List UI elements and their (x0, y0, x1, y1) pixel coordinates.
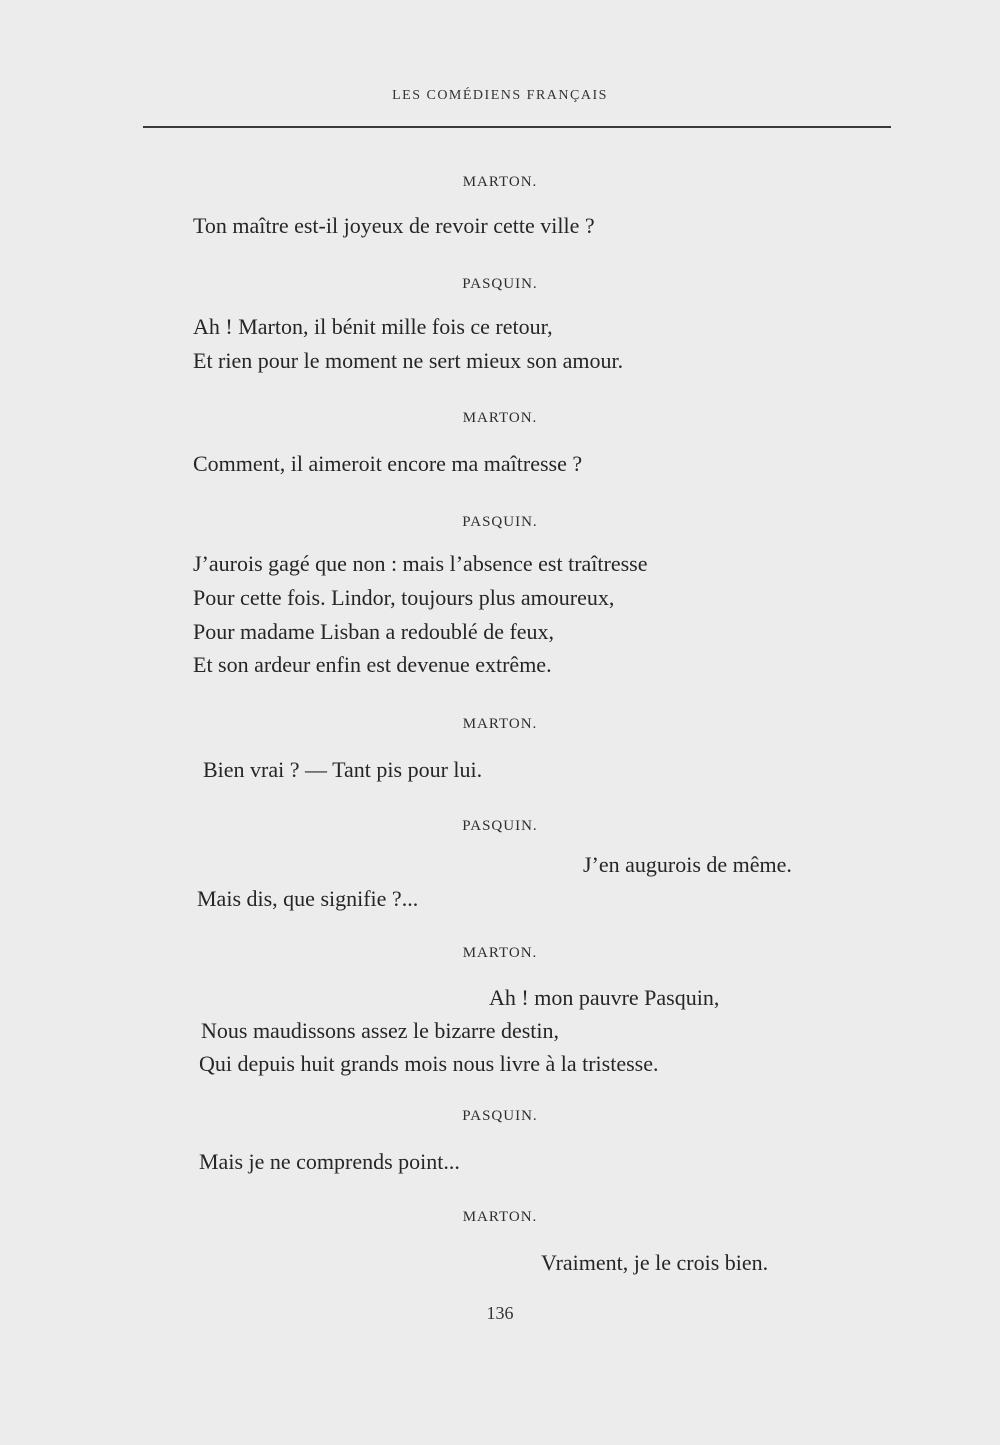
verse-line: Nous maudissons assez le bizarre destin, (201, 1018, 560, 1043)
speaker-name: MARTON. (462, 1209, 538, 1225)
verse-line: Ah ! Marton, il bénit mille fois ce retour, (193, 314, 553, 339)
verse-line: Ah ! mon pauvre Pasquin, (489, 985, 720, 1010)
verse-line: Pour madame Lisban a redoublé de feux, (193, 619, 555, 644)
verse-line: Comment, il aimeroit encore ma maîtresse ? (193, 451, 583, 476)
speaker-name: PASQUIN. (462, 1108, 538, 1124)
speaker-name: MARTON. (462, 410, 538, 426)
speaker-name: PASQUIN. (462, 514, 538, 530)
verse-line: Mais je ne comprends point... (199, 1149, 460, 1174)
verse-line: Et rien pour le moment ne sert mieux son amour. (193, 348, 624, 373)
verse-line: Mais dis, que signifie ?... (197, 886, 419, 911)
running-title: LES COMÉDIENS FRANÇAIS (392, 88, 608, 103)
speaker-name: MARTON. (462, 716, 538, 732)
speaker-name: PASQUIN. (462, 818, 538, 834)
speaker-name: MARTON. (462, 945, 538, 961)
verse-line: Et son ardeur enfin est devenue extrême. (193, 652, 552, 677)
verse-line: J’aurois gagé que non : mais l’absence est traîtresse (193, 551, 648, 576)
verse-line: Qui depuis huit grands mois nous livre à la tristesse. (199, 1051, 659, 1076)
verse-line: J’en augurois de même. (583, 852, 792, 877)
verse-line: Ton maître est-il joyeux de revoir cette ville ? (193, 213, 595, 238)
page-number: 136 (486, 1303, 514, 1323)
speaker-name: PASQUIN. (462, 276, 538, 292)
verse-line: Pour cette fois. Lindor, toujours plus amoureux, (193, 585, 615, 610)
verse-line: Bien vrai ? — Tant pis pour lui. (203, 757, 483, 782)
verse-line: Vraiment, je le crois bien. (541, 1250, 769, 1275)
header-rule (143, 126, 891, 128)
speaker-name: MARTON. (462, 174, 538, 190)
